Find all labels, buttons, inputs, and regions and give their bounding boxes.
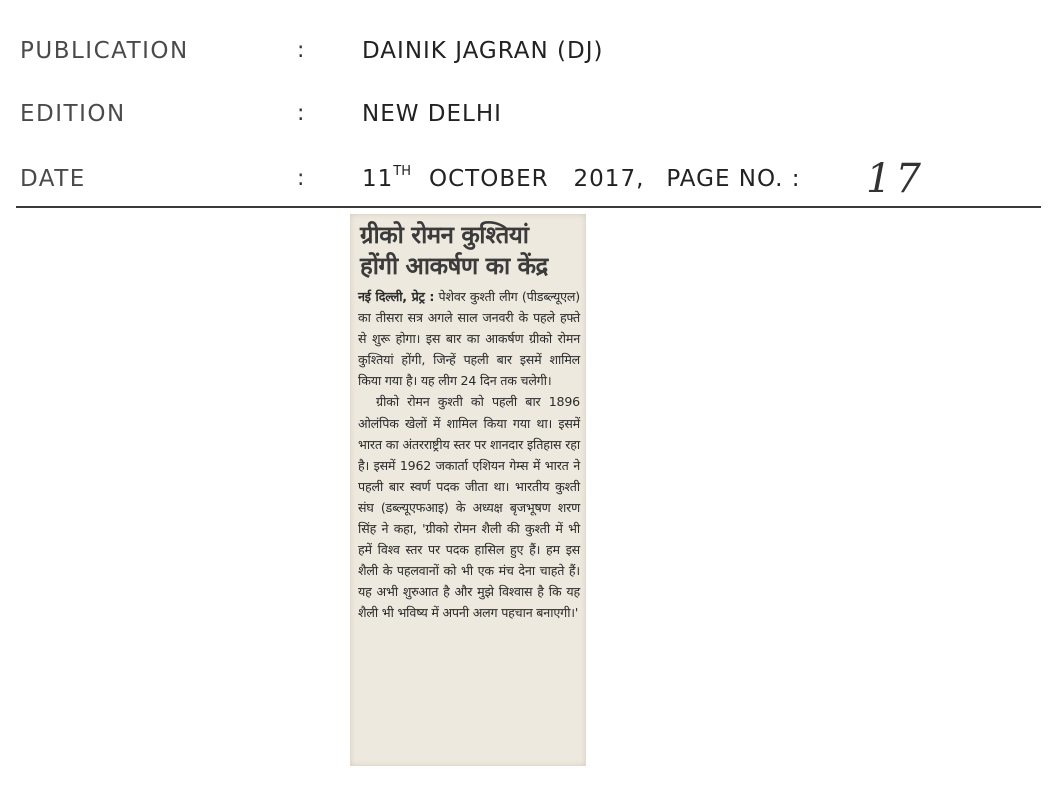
article-paragraph-2: ग्रीको रोमन कुश्ती को पहली बार 1896 ओलंपिक खेलों में शामिल किया गया था। इसमें भारत का अंतरराष्ट्रीय स्तर पर शानदार इतिहास रहा है। इसमें 1962 जकार्ता एशियन गेम्स में भारत ने पहली बार स्वर्ण पदक जीता था। भारतीय कुश्ती संघ (डब्ल्यूएफआइ) के अध्यक्ष बृजभूषण शरण सिंह ने कहा, 'ग्रीको रोमन शैली की कुश्ती में भी हमें विश्व स्तर पर पदक हासिल हुए हैं। हम इस शैली के पहलवानों को भी एक मंच देना चाहते हैं। यह अभी शुरुआत है और मुझे विश्वास है कि यह शैली भी भविष्य में अपनी अलग पहचान बनाएगी।' — [358, 394, 580, 621]
date-suffix: TH — [393, 164, 411, 179]
page-no-label: PAGE NO. : — [666, 166, 801, 192]
edition-label: EDITION — [20, 101, 126, 127]
paragraph-1-text: पेशेवर कुश्ती लीग (पीडब्ल्यूएल) का तीसरा सत्र अगले साल जनवरी के पहले हफ्ते से शुरू होगा। इस बार का आकर्षण ग्रीको रोमन कुश्तियां होंगी, जिन्हें पहली बार इसमें शामिल किया गया है। यह लीग 24 दिन तक चलेगी। — [358, 289, 580, 389]
article-paragraph-1 — [358, 286, 580, 391]
publication-label: PUBLICATION — [20, 38, 189, 64]
headline-line-1: ग्रीको रोमन कुश्तियां — [360, 221, 529, 249]
article-body — [358, 286, 580, 624]
news-clipping — [350, 214, 586, 766]
headline — [360, 220, 578, 282]
publication-colon: : — [297, 38, 305, 63]
edition-value: NEW DELHI — [362, 101, 502, 127]
edition-colon: : — [297, 101, 305, 126]
date-label: DATE — [20, 166, 86, 192]
headline-line-2: होंगी आकर्षण का केंद्र — [360, 252, 548, 280]
publication-value: DAINIK JAGRAN (DJ) — [362, 38, 604, 64]
header-rule — [16, 206, 1041, 208]
date-month-year: OCTOBER 2017, — [429, 166, 645, 192]
dateline: नई दिल्ली, प्रेट्र : — [358, 289, 435, 304]
date-day: 11 — [362, 166, 394, 192]
page-no-value: 17 — [866, 156, 925, 202]
date-value — [362, 166, 801, 192]
date-colon: : — [297, 166, 305, 191]
